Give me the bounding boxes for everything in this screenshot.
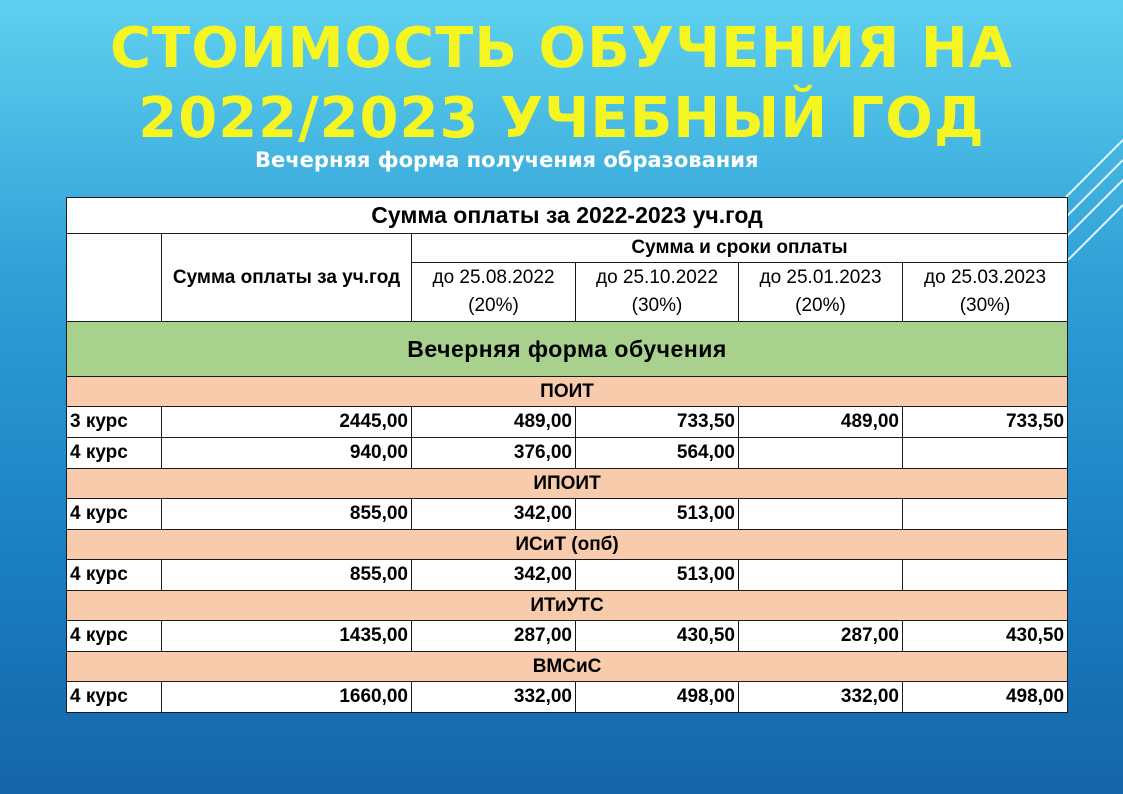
payment-3-cell (739, 560, 903, 591)
payment-2-cell: 513,00 (576, 499, 739, 530)
program-row (67, 591, 1068, 621)
annual-sum-header: Сумма оплаты за уч.год (162, 234, 412, 322)
payment-3-cell (739, 438, 903, 469)
table-row (67, 499, 1068, 530)
payment-1-cell: 287,00 (412, 621, 576, 652)
payment-4-cell: 498,00 (903, 682, 1068, 713)
tuition-fee-table (66, 197, 1068, 713)
course-cell: 4 курс (67, 621, 162, 652)
payment-4-cell (903, 560, 1068, 591)
period-share: (20%) (795, 295, 846, 316)
course-cell: 4 курс (67, 499, 162, 530)
table-row (67, 560, 1068, 591)
table-row (67, 438, 1068, 469)
program-row (67, 469, 1068, 499)
payment-3-cell: 287,00 (739, 621, 903, 652)
program-name: ИСиТ (опб) (67, 530, 1068, 560)
course-cell: 4 курс (67, 438, 162, 469)
table-row (67, 407, 1068, 438)
payment-4-cell (903, 438, 1068, 469)
program-row (67, 652, 1068, 682)
course-cell: 3 курс (67, 407, 162, 438)
program-name: ИТиУТС (67, 591, 1068, 621)
annual-total-cell: 855,00 (162, 560, 412, 591)
title-line-1: СТОИМОСТЬ ОБУЧЕНИЯ НА (109, 16, 1014, 81)
payment-3-cell: 489,00 (739, 407, 903, 438)
payment-2-cell: 430,50 (576, 621, 739, 652)
program-name: ИПОИТ (67, 469, 1068, 499)
program-name: ВМСиС (67, 652, 1068, 682)
annual-total-cell: 855,00 (162, 499, 412, 530)
table-caption: Сумма оплаты за 2022-2023 уч.год (67, 198, 1068, 234)
payment-1-cell: 489,00 (412, 407, 576, 438)
period-header-2 (576, 263, 739, 322)
annual-total-cell: 1435,00 (162, 621, 412, 652)
payment-4-cell: 430,50 (903, 621, 1068, 652)
course-cell: 4 курс (67, 560, 162, 591)
study-form-header: Вечерняя форма обучения (67, 322, 1068, 377)
payment-terms-header: Сумма и сроки оплаты (412, 234, 1068, 263)
period-share: (30%) (959, 295, 1011, 316)
course-cell: 4 курс (67, 682, 162, 713)
annual-total-cell: 1660,00 (162, 682, 412, 713)
page-subtitle: Вечерняя форма получения образования (255, 148, 759, 172)
fee-table-body (67, 198, 1068, 713)
program-row (67, 377, 1068, 407)
period-date: до 25.01.2023 (759, 267, 882, 288)
period-date: до 25.10.2022 (595, 267, 719, 288)
period-share: (30%) (631, 295, 683, 316)
payment-4-cell (903, 499, 1068, 530)
period-header-4 (903, 263, 1068, 322)
period-share: (20%) (468, 295, 519, 316)
payment-1-cell: 342,00 (412, 560, 576, 591)
payment-3-cell: 332,00 (739, 682, 903, 713)
period-date: до 25.03.2023 (924, 267, 1047, 288)
payment-2-cell: 498,00 (576, 682, 739, 713)
period-header-1 (412, 263, 576, 322)
payment-2-cell: 733,50 (576, 407, 739, 438)
table-row (67, 682, 1068, 713)
table-row (67, 621, 1068, 652)
program-name: ПОИТ (67, 377, 1068, 407)
annual-total-cell: 940,00 (162, 438, 412, 469)
title-line-2: 2022/2023 УЧЕБНЫЙ ГОД (138, 86, 985, 151)
payment-4-cell: 733,50 (903, 407, 1068, 438)
form-row (67, 322, 1068, 377)
payment-1-cell: 376,00 (412, 438, 576, 469)
payment-2-cell: 564,00 (576, 438, 739, 469)
period-header-3 (739, 263, 903, 322)
caption-row (67, 198, 1068, 234)
period-date: до 25.08.2022 (432, 267, 555, 288)
payment-3-cell (739, 499, 903, 530)
annual-total-cell: 2445,00 (162, 407, 412, 438)
payment-1-cell: 342,00 (412, 499, 576, 530)
payment-1-cell: 332,00 (412, 682, 576, 713)
payment-2-cell: 513,00 (576, 560, 739, 591)
page-title (0, 14, 1123, 154)
header-row-1 (67, 234, 1068, 263)
program-row (67, 530, 1068, 560)
empty-corner-cell (67, 234, 162, 322)
